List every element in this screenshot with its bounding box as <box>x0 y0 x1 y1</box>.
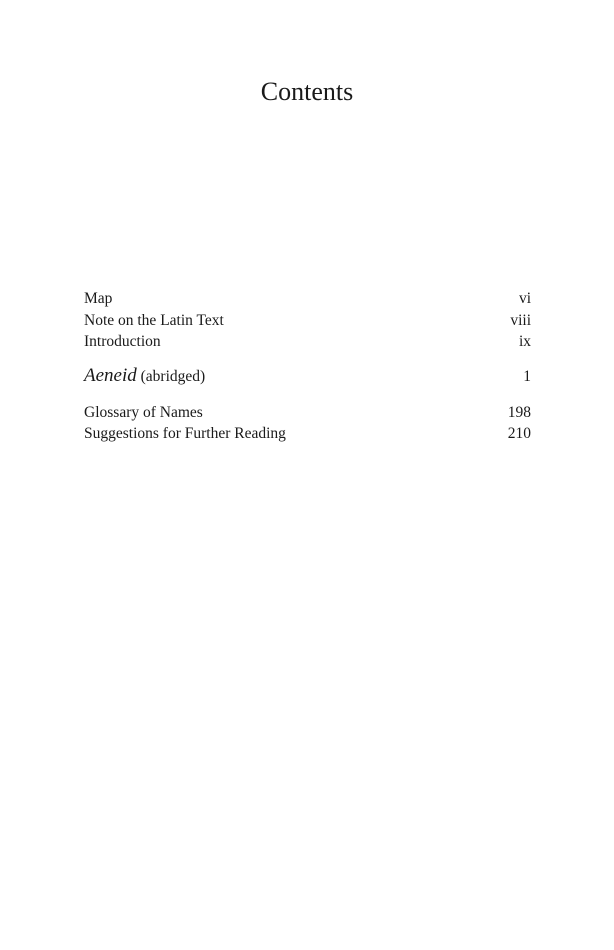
toc-entry-aeneid <box>84 363 531 390</box>
main-text-list <box>84 363 531 390</box>
toc-entry-page: viii <box>510 311 531 329</box>
page-title: Contents <box>260 77 354 106</box>
toc-entry-page: ix <box>518 333 531 350</box>
toc-entry-label: Suggestions for Further Reading <box>84 425 286 442</box>
toc-entry-note-on-latin-text <box>84 310 531 332</box>
toc-entry-label: Introduction <box>84 333 161 350</box>
toc-entry-introduction <box>84 331 531 353</box>
toc-entry-page: 210 <box>507 425 531 442</box>
toc-entry-label: Map <box>84 290 113 307</box>
toc-entry-glossary <box>84 402 531 424</box>
toc-entry-main-label <box>84 363 205 390</box>
front-matter-list <box>84 288 531 353</box>
toc-entry-further-reading <box>84 423 531 445</box>
toc-entry-label: Note on the Latin Text <box>84 311 224 329</box>
toc-entry-map <box>84 288 531 310</box>
toc-entry-label: Glossary of Names <box>84 403 203 421</box>
work-title: Aeneid <box>84 364 137 386</box>
toc-entry-page: 198 <box>507 403 531 421</box>
toc-entry-page: vi <box>518 290 531 307</box>
table-of-contents <box>84 288 531 445</box>
toc-entry-page: 1 <box>523 367 531 385</box>
work-note: (abridged) <box>140 367 206 385</box>
back-matter-list <box>84 402 531 445</box>
